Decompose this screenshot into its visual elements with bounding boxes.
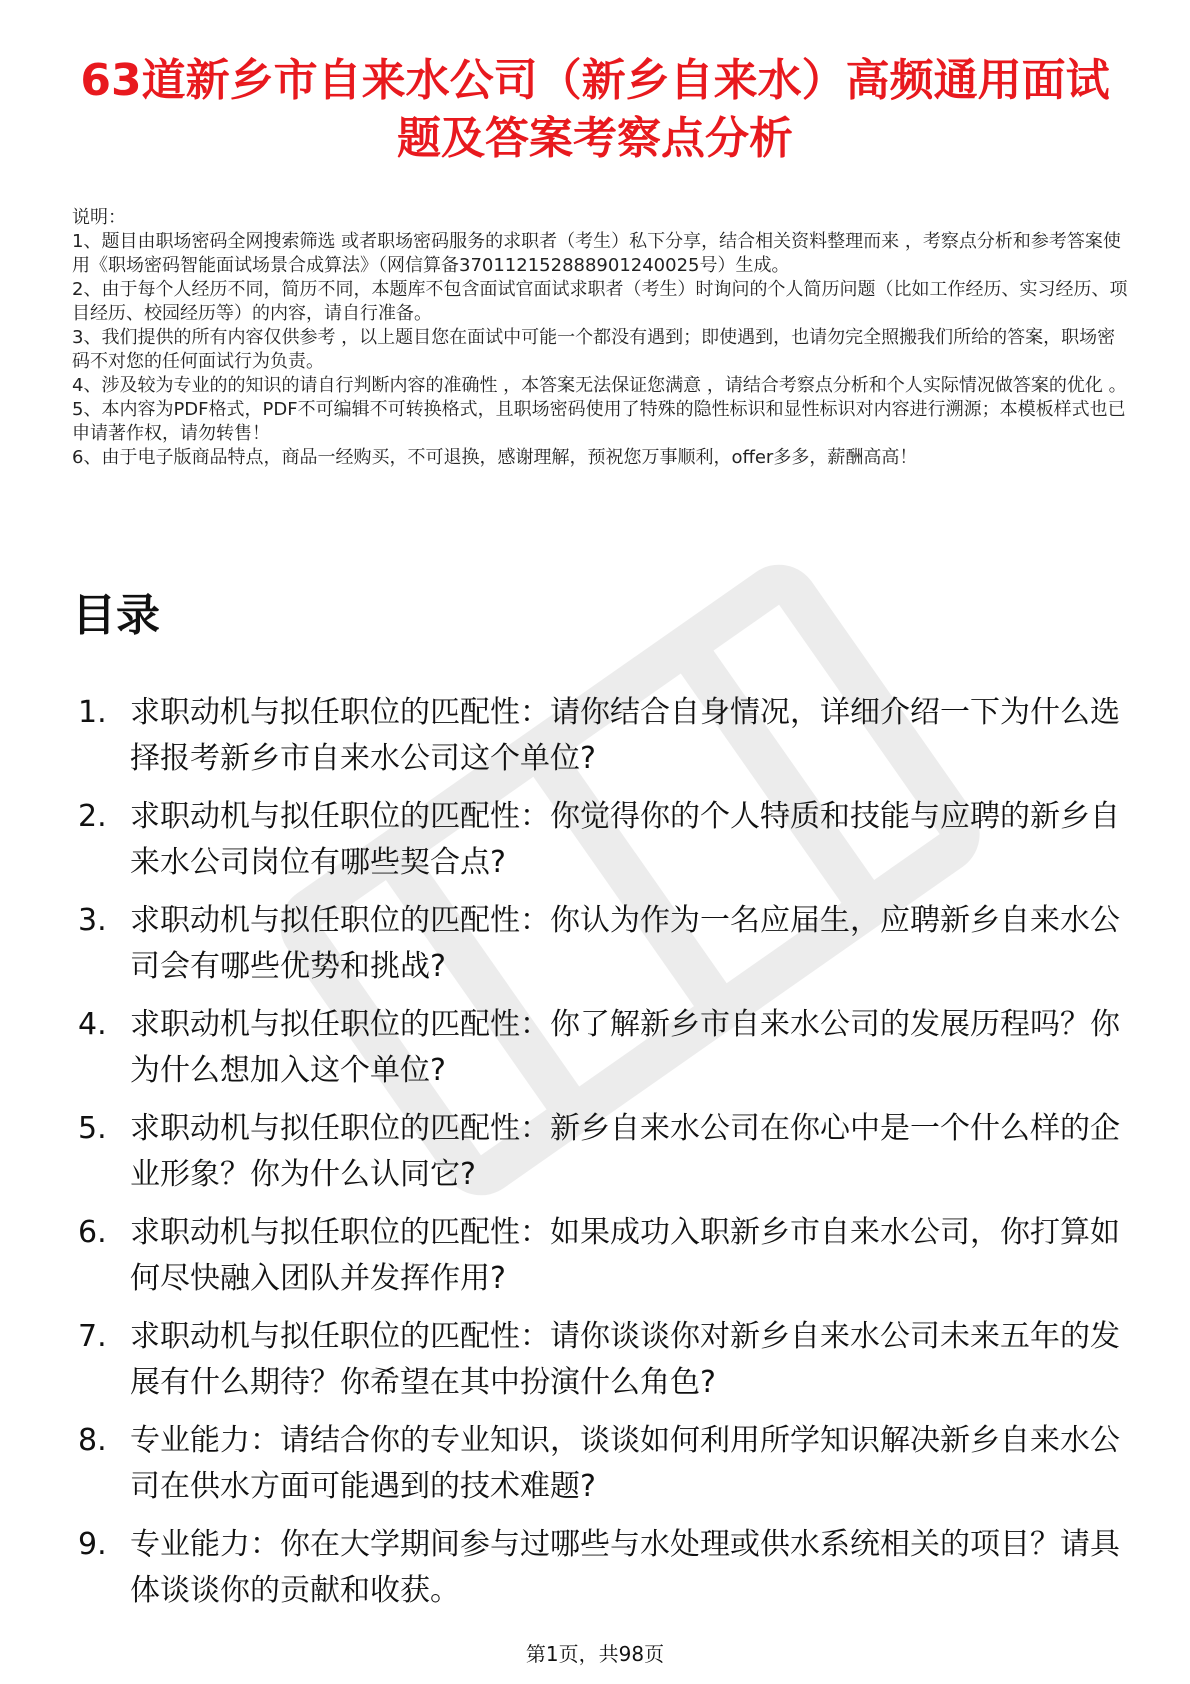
notes-section [72, 206, 1128, 470]
page-footer: 第1页，共98页 [525, 1642, 665, 1666]
note-item: 2、由于每个人经历不同，简历不同，本题库不包含面试官面试求职者（考生）时询问的个人简历问题（比如工作经历、实习经历、项目经历、校园经历等）的内容，请自行准备。 [72, 279, 1128, 324]
toc-item-text: 求职动机与拟任职位的匹配性：如果成功入职新乡市自来水公司，你打算如何尽快融入团队并发挥作用? [130, 1215, 1120, 1296]
toc-heading: 目录 [72, 590, 160, 641]
toc-item-text: 求职动机与拟任职位的匹配性：你了解新乡市自来水公司的发展历程吗？你为什么想加入这个单位? [130, 1007, 1120, 1088]
toc-item[interactable] [72, 898, 1132, 990]
toc-item-number: 3. [78, 903, 107, 938]
toc-item-number: 7. [78, 1319, 107, 1354]
toc-item-number: 1. [78, 695, 107, 730]
note-item: 5、本内容为PDF格式，PDF不可编辑不可转换格式，且职场密码使用了特殊的隐性标识和显性标识对内容进行溯源；本模板样式也已申请著作权，请勿转售！ [72, 399, 1126, 444]
toc-item[interactable] [72, 690, 1132, 782]
note-item: 4、涉及较为专业的的知识的请自行判断内容的准确性 ，本答案无法保证您满意 ，请结合考察点分析和个人实际情况做答案的优化 。 [72, 375, 1127, 396]
toc-item-number: 2. [78, 799, 107, 834]
notes-heading: 说明： [72, 207, 126, 228]
toc-item-number: 8. [78, 1423, 107, 1458]
toc-item-text: 求职动机与拟任职位的匹配性：请你结合自身情况，详细介绍一下为什么选择报考新乡市自来水公司这个单位? [130, 695, 1120, 776]
toc-item[interactable] [72, 794, 1132, 886]
toc-item[interactable] [72, 1106, 1132, 1198]
toc-item[interactable] [72, 1002, 1132, 1094]
toc-item[interactable] [72, 1210, 1132, 1302]
toc-item-text: 求职动机与拟任职位的匹配性：你觉得你的个人特质和技能与应聘的新乡自来水公司岗位有哪些契合点? [130, 799, 1120, 880]
toc-list [72, 690, 1132, 1626]
note-item: 6、由于电子版商品特点，商品一经购买，不可退换，感谢理解，预祝您万事顺利，offer多多，薪酬高高！ [72, 447, 918, 468]
toc-item-text: 专业能力：你在大学期间参与过哪些与水处理或供水系统相关的项目？请具体谈谈你的贡献和收获。 [130, 1527, 1120, 1608]
toc-item-number: 9. [78, 1527, 107, 1562]
note-item: 1、题目由职场密码全网搜索筛选 或者职场密码服务的求职者（考生）私下分享，结合相关资料整理而来 ，考察点分析和参考答案使用《职场密码智能面试场景合成算法》（网信算备370112152888901240025号）生成。 [72, 231, 1121, 276]
toc-item-text: 求职动机与拟任职位的匹配性：新乡自来水公司在你心中是一个什么样的企业形象？你为什么认同它? [130, 1111, 1120, 1192]
toc-item[interactable] [72, 1418, 1132, 1510]
toc-item[interactable] [72, 1522, 1132, 1614]
toc-item-text: 专业能力：请结合你的专业知识，谈谈如何利用所学知识解决新乡自来水公司在供水方面可能遇到的技术难题? [130, 1423, 1120, 1504]
toc-item-text: 求职动机与拟任职位的匹配性：请你谈谈你对新乡自来水公司未来五年的发展有什么期待？你希望在其中扮演什么角色? [130, 1319, 1120, 1400]
toc-item-text: 求职动机与拟任职位的匹配性：你认为作为一名应届生，应聘新乡自来水公司会有哪些优势和挑战? [130, 903, 1120, 984]
toc-item-number: 4. [78, 1007, 107, 1042]
note-item: 3、我们提供的所有内容仅供参考 ，以上题目您在面试中可能一个都没有遇到；即使遇到，也请勿完全照搬我们所给的答案，职场密码不对您的任何面试行为负责。 [72, 327, 1116, 372]
toc-item[interactable] [72, 1314, 1132, 1406]
toc-item-number: 6. [78, 1215, 107, 1250]
toc-item-number: 5. [78, 1111, 107, 1146]
document-title: 63道新乡市自来水公司（新乡自来水）高频通用面试题及答案考察点分析 [80, 55, 1110, 164]
